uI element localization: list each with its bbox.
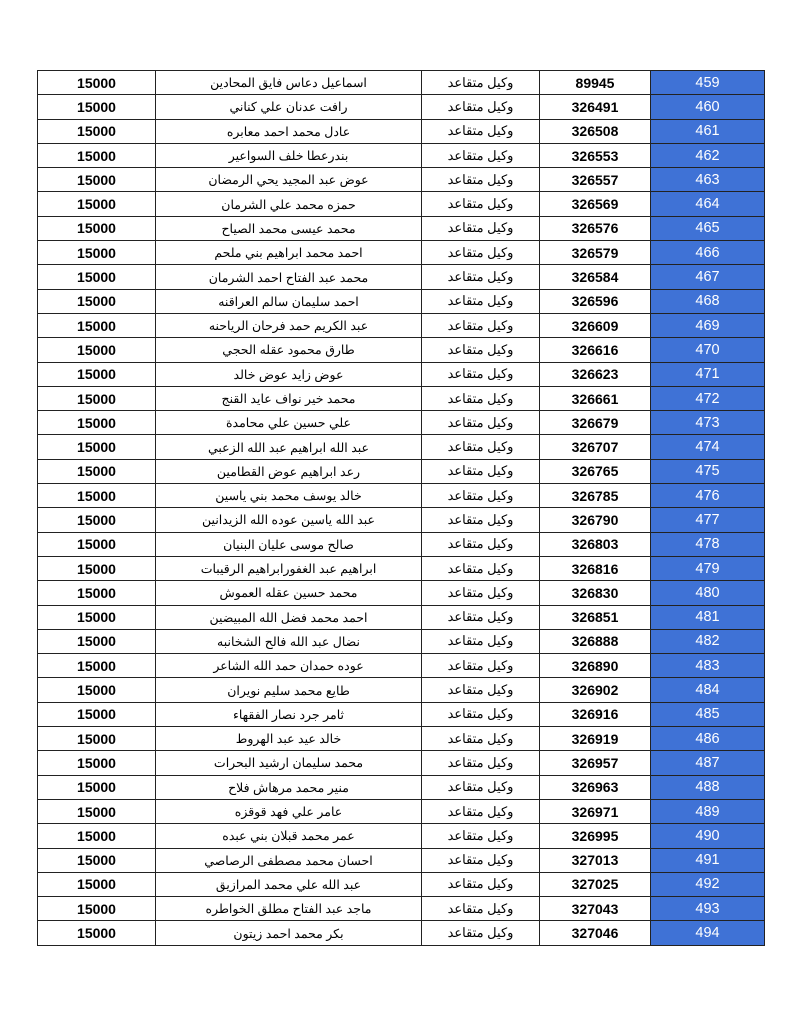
amount-cell: 15000 (38, 119, 156, 143)
id-number-cell: 326785 (540, 484, 651, 508)
amount-cell: 15000 (38, 71, 156, 95)
id-number-cell: 327013 (540, 848, 651, 872)
amount-cell: 15000 (38, 824, 156, 848)
rank-cell: وكيل متقاعد (422, 338, 540, 362)
name-cell: ابراهيم عبد الغفورابراهيم الرقيبات (156, 556, 422, 580)
name-cell: رعد ابراهيم عوض القطامين (156, 459, 422, 483)
amount-cell: 15000 (38, 265, 156, 289)
name-cell: عبد الله ابراهيم عبد الله الزعبي (156, 435, 422, 459)
serial-number-cell: 466 (651, 241, 765, 265)
id-number-cell: 326971 (540, 799, 651, 823)
serial-number-cell: 491 (651, 848, 765, 872)
serial-number-cell: 487 (651, 751, 765, 775)
amount-cell: 15000 (38, 872, 156, 896)
name-cell: احمد محمد ابراهيم بني ملحم (156, 241, 422, 265)
rank-cell: وكيل متقاعد (422, 872, 540, 896)
name-cell: اسماعيل دعاس فايق المحادين (156, 71, 422, 95)
serial-number-cell: 462 (651, 143, 765, 167)
rank-cell: وكيل متقاعد (422, 605, 540, 629)
rank-cell: وكيل متقاعد (422, 824, 540, 848)
serial-number-cell: 482 (651, 629, 765, 653)
table-row (38, 168, 765, 192)
rank-cell: وكيل متقاعد (422, 799, 540, 823)
serial-number-cell: 493 (651, 897, 765, 921)
rank-cell: وكيل متقاعد (422, 265, 540, 289)
id-number-cell: 326888 (540, 629, 651, 653)
table-row (38, 872, 765, 896)
table-row (38, 848, 765, 872)
id-number-cell: 326491 (540, 95, 651, 119)
amount-cell: 15000 (38, 168, 156, 192)
records-body (38, 71, 765, 946)
name-cell: بكر محمد احمد زيتون (156, 921, 422, 945)
table-row (38, 484, 765, 508)
amount-cell: 15000 (38, 216, 156, 240)
table-row (38, 289, 765, 313)
amount-cell: 15000 (38, 435, 156, 459)
rank-cell: وكيل متقاعد (422, 71, 540, 95)
name-cell: عادل محمد احمد معابره (156, 119, 422, 143)
rank-cell: وكيل متقاعد (422, 143, 540, 167)
id-number-cell: 326584 (540, 265, 651, 289)
rank-cell: وكيل متقاعد (422, 678, 540, 702)
name-cell: علي حسين علي محامدة (156, 411, 422, 435)
amount-cell: 15000 (38, 897, 156, 921)
amount-cell: 15000 (38, 629, 156, 653)
table-row (38, 435, 765, 459)
id-number-cell: 327025 (540, 872, 651, 896)
id-number-cell: 326957 (540, 751, 651, 775)
serial-number-cell: 472 (651, 386, 765, 410)
rank-cell: وكيل متقاعد (422, 921, 540, 945)
amount-cell: 15000 (38, 654, 156, 678)
table-row (38, 241, 765, 265)
amount-cell: 15000 (38, 775, 156, 799)
name-cell: عوده حمدان حمد الله الشاعر (156, 654, 422, 678)
rank-cell: وكيل متقاعد (422, 727, 540, 751)
amount-cell: 15000 (38, 751, 156, 775)
id-number-cell: 326816 (540, 556, 651, 580)
amount-cell: 15000 (38, 702, 156, 726)
rank-cell: وكيل متقاعد (422, 216, 540, 240)
name-cell: عبد الكريم حمد فرحان الرياحنه (156, 313, 422, 337)
table-row (38, 654, 765, 678)
name-cell: عامر علي فهد قوقزه (156, 799, 422, 823)
amount-cell: 15000 (38, 727, 156, 751)
id-number-cell: 326569 (540, 192, 651, 216)
id-number-cell: 326803 (540, 532, 651, 556)
rank-cell: وكيل متقاعد (422, 848, 540, 872)
serial-number-cell: 490 (651, 824, 765, 848)
table-row (38, 192, 765, 216)
serial-number-cell: 478 (651, 532, 765, 556)
id-number-cell: 326707 (540, 435, 651, 459)
id-number-cell: 326609 (540, 313, 651, 337)
name-cell: احسان محمد مصطفى الرصاصي (156, 848, 422, 872)
amount-cell: 15000 (38, 338, 156, 362)
table-row (38, 775, 765, 799)
table-row (38, 313, 765, 337)
amount-cell: 15000 (38, 192, 156, 216)
serial-number-cell: 488 (651, 775, 765, 799)
table-row (38, 362, 765, 386)
table-row (38, 727, 765, 751)
id-number-cell: 326623 (540, 362, 651, 386)
rank-cell: وكيل متقاعد (422, 95, 540, 119)
amount-cell: 15000 (38, 411, 156, 435)
rank-cell: وكيل متقاعد (422, 119, 540, 143)
amount-cell: 15000 (38, 605, 156, 629)
name-cell: محمد حسين عقله العموش (156, 581, 422, 605)
name-cell: عبد الله ياسين عوده الله الزيدانين (156, 508, 422, 532)
name-cell: ماجد عبد الفتاح مطلق الخواطره (156, 897, 422, 921)
amount-cell: 15000 (38, 459, 156, 483)
name-cell: محمد عيسى محمد الصياح (156, 216, 422, 240)
name-cell: رافت عدنان علي كناني (156, 95, 422, 119)
rank-cell: وكيل متقاعد (422, 459, 540, 483)
id-number-cell: 326851 (540, 605, 651, 629)
amount-cell: 15000 (38, 921, 156, 945)
name-cell: طارق محمود عقله الحجي (156, 338, 422, 362)
table-row (38, 119, 765, 143)
amount-cell: 15000 (38, 508, 156, 532)
name-cell: ثامر جرد نصار الفقهاء (156, 702, 422, 726)
rank-cell: وكيل متقاعد (422, 508, 540, 532)
serial-number-cell: 471 (651, 362, 765, 386)
id-number-cell: 326765 (540, 459, 651, 483)
table-row (38, 459, 765, 483)
rank-cell: وكيل متقاعد (422, 411, 540, 435)
table-row (38, 216, 765, 240)
id-number-cell: 326508 (540, 119, 651, 143)
serial-number-cell: 479 (651, 556, 765, 580)
table-row (38, 751, 765, 775)
amount-cell: 15000 (38, 532, 156, 556)
amount-cell: 15000 (38, 484, 156, 508)
name-cell: خالد عيد عبد الهروط (156, 727, 422, 751)
serial-number-cell: 463 (651, 168, 765, 192)
rank-cell: وكيل متقاعد (422, 313, 540, 337)
id-number-cell: 326890 (540, 654, 651, 678)
rank-cell: وكيل متقاعد (422, 168, 540, 192)
amount-cell: 15000 (38, 678, 156, 702)
serial-number-cell: 483 (651, 654, 765, 678)
rank-cell: وكيل متقاعد (422, 532, 540, 556)
amount-cell: 15000 (38, 386, 156, 410)
id-number-cell: 326616 (540, 338, 651, 362)
rank-cell: وكيل متقاعد (422, 556, 540, 580)
rank-cell: وكيل متقاعد (422, 702, 540, 726)
id-number-cell: 89945 (540, 71, 651, 95)
table-row (38, 411, 765, 435)
amount-cell: 15000 (38, 581, 156, 605)
table-row (38, 338, 765, 362)
serial-number-cell: 476 (651, 484, 765, 508)
id-number-cell: 326596 (540, 289, 651, 313)
serial-number-cell: 473 (651, 411, 765, 435)
serial-number-cell: 480 (651, 581, 765, 605)
id-number-cell: 326553 (540, 143, 651, 167)
table-row (38, 799, 765, 823)
rank-cell: وكيل متقاعد (422, 192, 540, 216)
serial-number-cell: 481 (651, 605, 765, 629)
table-row (38, 702, 765, 726)
id-number-cell: 327043 (540, 897, 651, 921)
serial-number-cell: 468 (651, 289, 765, 313)
name-cell: عوض زايد عوض خالد (156, 362, 422, 386)
id-number-cell: 326679 (540, 411, 651, 435)
name-cell: عمر محمد قبلان بني عبده (156, 824, 422, 848)
id-number-cell: 326576 (540, 216, 651, 240)
table-row (38, 897, 765, 921)
table-row (38, 824, 765, 848)
table-row (38, 508, 765, 532)
serial-number-cell: 465 (651, 216, 765, 240)
id-number-cell: 326830 (540, 581, 651, 605)
rank-cell: وكيل متقاعد (422, 484, 540, 508)
serial-number-cell: 486 (651, 727, 765, 751)
serial-number-cell: 494 (651, 921, 765, 945)
rank-cell: وكيل متقاعد (422, 897, 540, 921)
serial-number-cell: 492 (651, 872, 765, 896)
rank-cell: وكيل متقاعد (422, 386, 540, 410)
id-number-cell: 326902 (540, 678, 651, 702)
table-row (38, 95, 765, 119)
amount-cell: 15000 (38, 95, 156, 119)
table-row (38, 71, 765, 95)
serial-number-cell: 485 (651, 702, 765, 726)
amount-cell: 15000 (38, 241, 156, 265)
name-cell: احمد سليمان سالم العراقنه (156, 289, 422, 313)
name-cell: محمد خير نواف عايد القنج (156, 386, 422, 410)
table-row (38, 629, 765, 653)
id-number-cell: 326790 (540, 508, 651, 532)
id-number-cell: 326963 (540, 775, 651, 799)
amount-cell: 15000 (38, 143, 156, 167)
name-cell: عبد الله علي محمد المرازيق (156, 872, 422, 896)
name-cell: منير محمد مرهاش فلاح (156, 775, 422, 799)
amount-cell: 15000 (38, 313, 156, 337)
table-row (38, 386, 765, 410)
name-cell: طايع محمد سليم نويران (156, 678, 422, 702)
rank-cell: وكيل متقاعد (422, 362, 540, 386)
serial-number-cell: 489 (651, 799, 765, 823)
rank-cell: وكيل متقاعد (422, 654, 540, 678)
serial-number-cell: 470 (651, 338, 765, 362)
serial-number-cell: 477 (651, 508, 765, 532)
name-cell: خالد يوسف محمد بني ياسين (156, 484, 422, 508)
rank-cell: وكيل متقاعد (422, 435, 540, 459)
serial-number-cell: 464 (651, 192, 765, 216)
name-cell: نضال عبد الله فالح الشخانبه (156, 629, 422, 653)
name-cell: محمد سليمان ارشيد البحرات (156, 751, 422, 775)
rank-cell: وكيل متقاعد (422, 629, 540, 653)
rank-cell: وكيل متقاعد (422, 751, 540, 775)
rank-cell: وكيل متقاعد (422, 241, 540, 265)
rank-cell: وكيل متقاعد (422, 581, 540, 605)
table-row (38, 265, 765, 289)
name-cell: حمزه محمد علي الشرمان (156, 192, 422, 216)
table-row (38, 143, 765, 167)
id-number-cell: 326661 (540, 386, 651, 410)
id-number-cell: 326919 (540, 727, 651, 751)
name-cell: صالح موسى عليان البنيان (156, 532, 422, 556)
table-row (38, 605, 765, 629)
amount-cell: 15000 (38, 289, 156, 313)
serial-number-cell: 461 (651, 119, 765, 143)
rank-cell: وكيل متقاعد (422, 775, 540, 799)
amount-cell: 15000 (38, 799, 156, 823)
name-cell: احمد محمد فضل الله المبيضين (156, 605, 422, 629)
serial-number-cell: 475 (651, 459, 765, 483)
name-cell: محمد عبد الفتاح احمد الشرمان (156, 265, 422, 289)
serial-number-cell: 460 (651, 95, 765, 119)
id-number-cell: 326579 (540, 241, 651, 265)
id-number-cell: 326916 (540, 702, 651, 726)
amount-cell: 15000 (38, 556, 156, 580)
serial-number-cell: 469 (651, 313, 765, 337)
serial-number-cell: 474 (651, 435, 765, 459)
serial-number-cell: 459 (651, 71, 765, 95)
rank-cell: وكيل متقاعد (422, 289, 540, 313)
table-row (38, 678, 765, 702)
table-row (38, 921, 765, 945)
records-table (37, 70, 765, 946)
id-number-cell: 326557 (540, 168, 651, 192)
name-cell: عوض عبد المجيد يحي الرمضان (156, 168, 422, 192)
id-number-cell: 327046 (540, 921, 651, 945)
serial-number-cell: 484 (651, 678, 765, 702)
name-cell: بندرعطا خلف السواعير (156, 143, 422, 167)
amount-cell: 15000 (38, 362, 156, 386)
table-row (38, 581, 765, 605)
table-row (38, 532, 765, 556)
table-row (38, 556, 765, 580)
serial-number-cell: 467 (651, 265, 765, 289)
id-number-cell: 326995 (540, 824, 651, 848)
amount-cell: 15000 (38, 848, 156, 872)
